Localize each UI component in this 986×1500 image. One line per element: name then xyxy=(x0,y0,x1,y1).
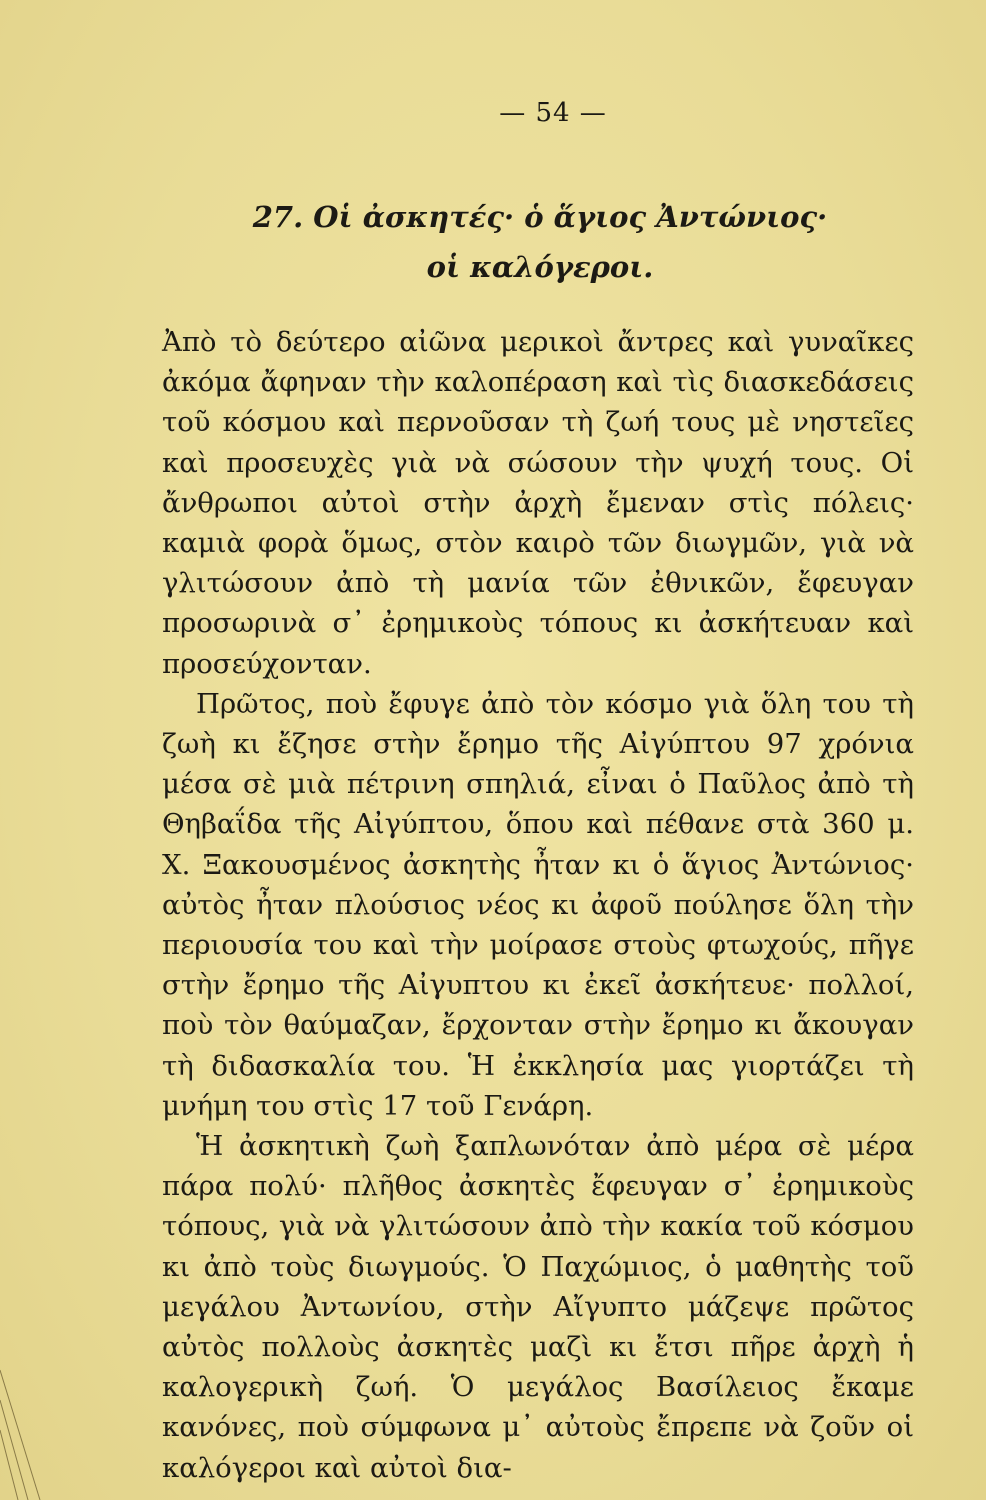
paragraph-3: Ἡ ἀσκητικὴ ζωὴ ξαπλωνόταν ἀπὸ μέρα σὲ μέρα πάρα πολύ· πλῆθος ἀσκητὲς ἔφευγαν σ᾿ ἐρημικοὺς τόπους, γιὰ νὰ γλιτώσουν ἀπὸ τὴν κακία τοῦ κόσμου κι ἀπὸ τοὺς διωγμούς. Ὁ Παχώμιος, ὁ μαθητὴς τοῦ μεγάλου Ἀντωνίου, στὴν Αἴγυπτο μάζεψε πρῶτος αὐτὸς πολλοὺς ἀσκητὲς μαζὶ κι ἔτσι πῆρε ἀρχὴ ἡ καλογερικὴ ζωή. Ὁ μεγάλος Βασίλειος ἔκαμε κανόνες, ποὺ σύμφωνα μ᾿ αὐτοὺς ἔπρεπε νὰ ζοῦν οἱ καλόγεροι καὶ αὐτοὶ δια- xyxy=(162,1130,914,1484)
paragraph-2: Πρῶτος, ποὺ ἔφυγε ἀπὸ τὸν κόσμο γιὰ ὅλη του τὴ ζωὴ κι ἔζησε στὴν ἔρημο τῆς Αἰγύπτου 97 χρόνια μέσα σὲ μιὰ πέτρινη σπηλιά, εἶναι ὁ Παῦλος ἀπὸ τὴ Θηβαΐδα τῆς Αἰγύπτου, ὅπου καὶ πέθανε στὰ 360 μ. Χ. Ξακουσμένος ἀσκητὴς ἦταν κι ὁ ἅγιος Ἀντώνιος· αὐτὸς ἦταν πλούσιος νέος κι ἀφοῦ πούλησε ὅλη τὴν περιουσία του καὶ τὴν μοίρασε στοὺς φτωχούς, πῆγε στὴν ἔρημο τῆς Αἰγυπτου κι ἐκεῖ ἀσκήτευε· πολλοί, ποὺ τὸν θαύμαζαν, ἔρχονταν στὴν ἔρημο κι ἄκουγαν τὴ διδασκαλία του. Ἡ ἐκκλησία μας γιορτάζει τὴ μνήμη του στὶς 17 τοῦ Γενάρη. xyxy=(162,687,914,1122)
body-text xyxy=(162,322,914,1488)
paragraph-1: Ἀπὸ τὸ δεύτερο αἰῶνα μερικοὶ ἄντρες καὶ γυναῖκες ἀκόμα ἄφηναν τὴν καλοπέραση καὶ τὶς διασκεδάσεις τοῦ κόσμου καὶ περνοῦσαν τὴ ζωή τους μὲ νηστεῖες καὶ προσευχὲς γιὰ νὰ σώσουν τὴν ψυχή τους. Οἱ ἄνθρωποι αὐτοὶ στὴν ἀρχὴ ἔμεναν στὶς πόλεις· καμιὰ φορὰ ὅμως, στὸν καιρὸ τῶν διωγμῶν, γιὰ νὰ γλιτώσουν ἀπὸ τὴ μανία τῶν ἐθνικῶν, ἔφευγαν προσωρινὰ σ᾿ ἐρημικοὺς τόπους κι ἀσκήτευαν καὶ προσεύχονταν. xyxy=(162,326,914,680)
corner-fold-mark xyxy=(0,1360,60,1500)
chapter-heading xyxy=(160,192,920,292)
page-number: — 54 — xyxy=(499,98,607,128)
heading-line-1: 27. Οἱ ἀσκητές· ὁ ἅγιος Ἀντώνιος· xyxy=(252,200,828,234)
heading-line-2: οἱ καλόγεροι. xyxy=(426,250,654,284)
